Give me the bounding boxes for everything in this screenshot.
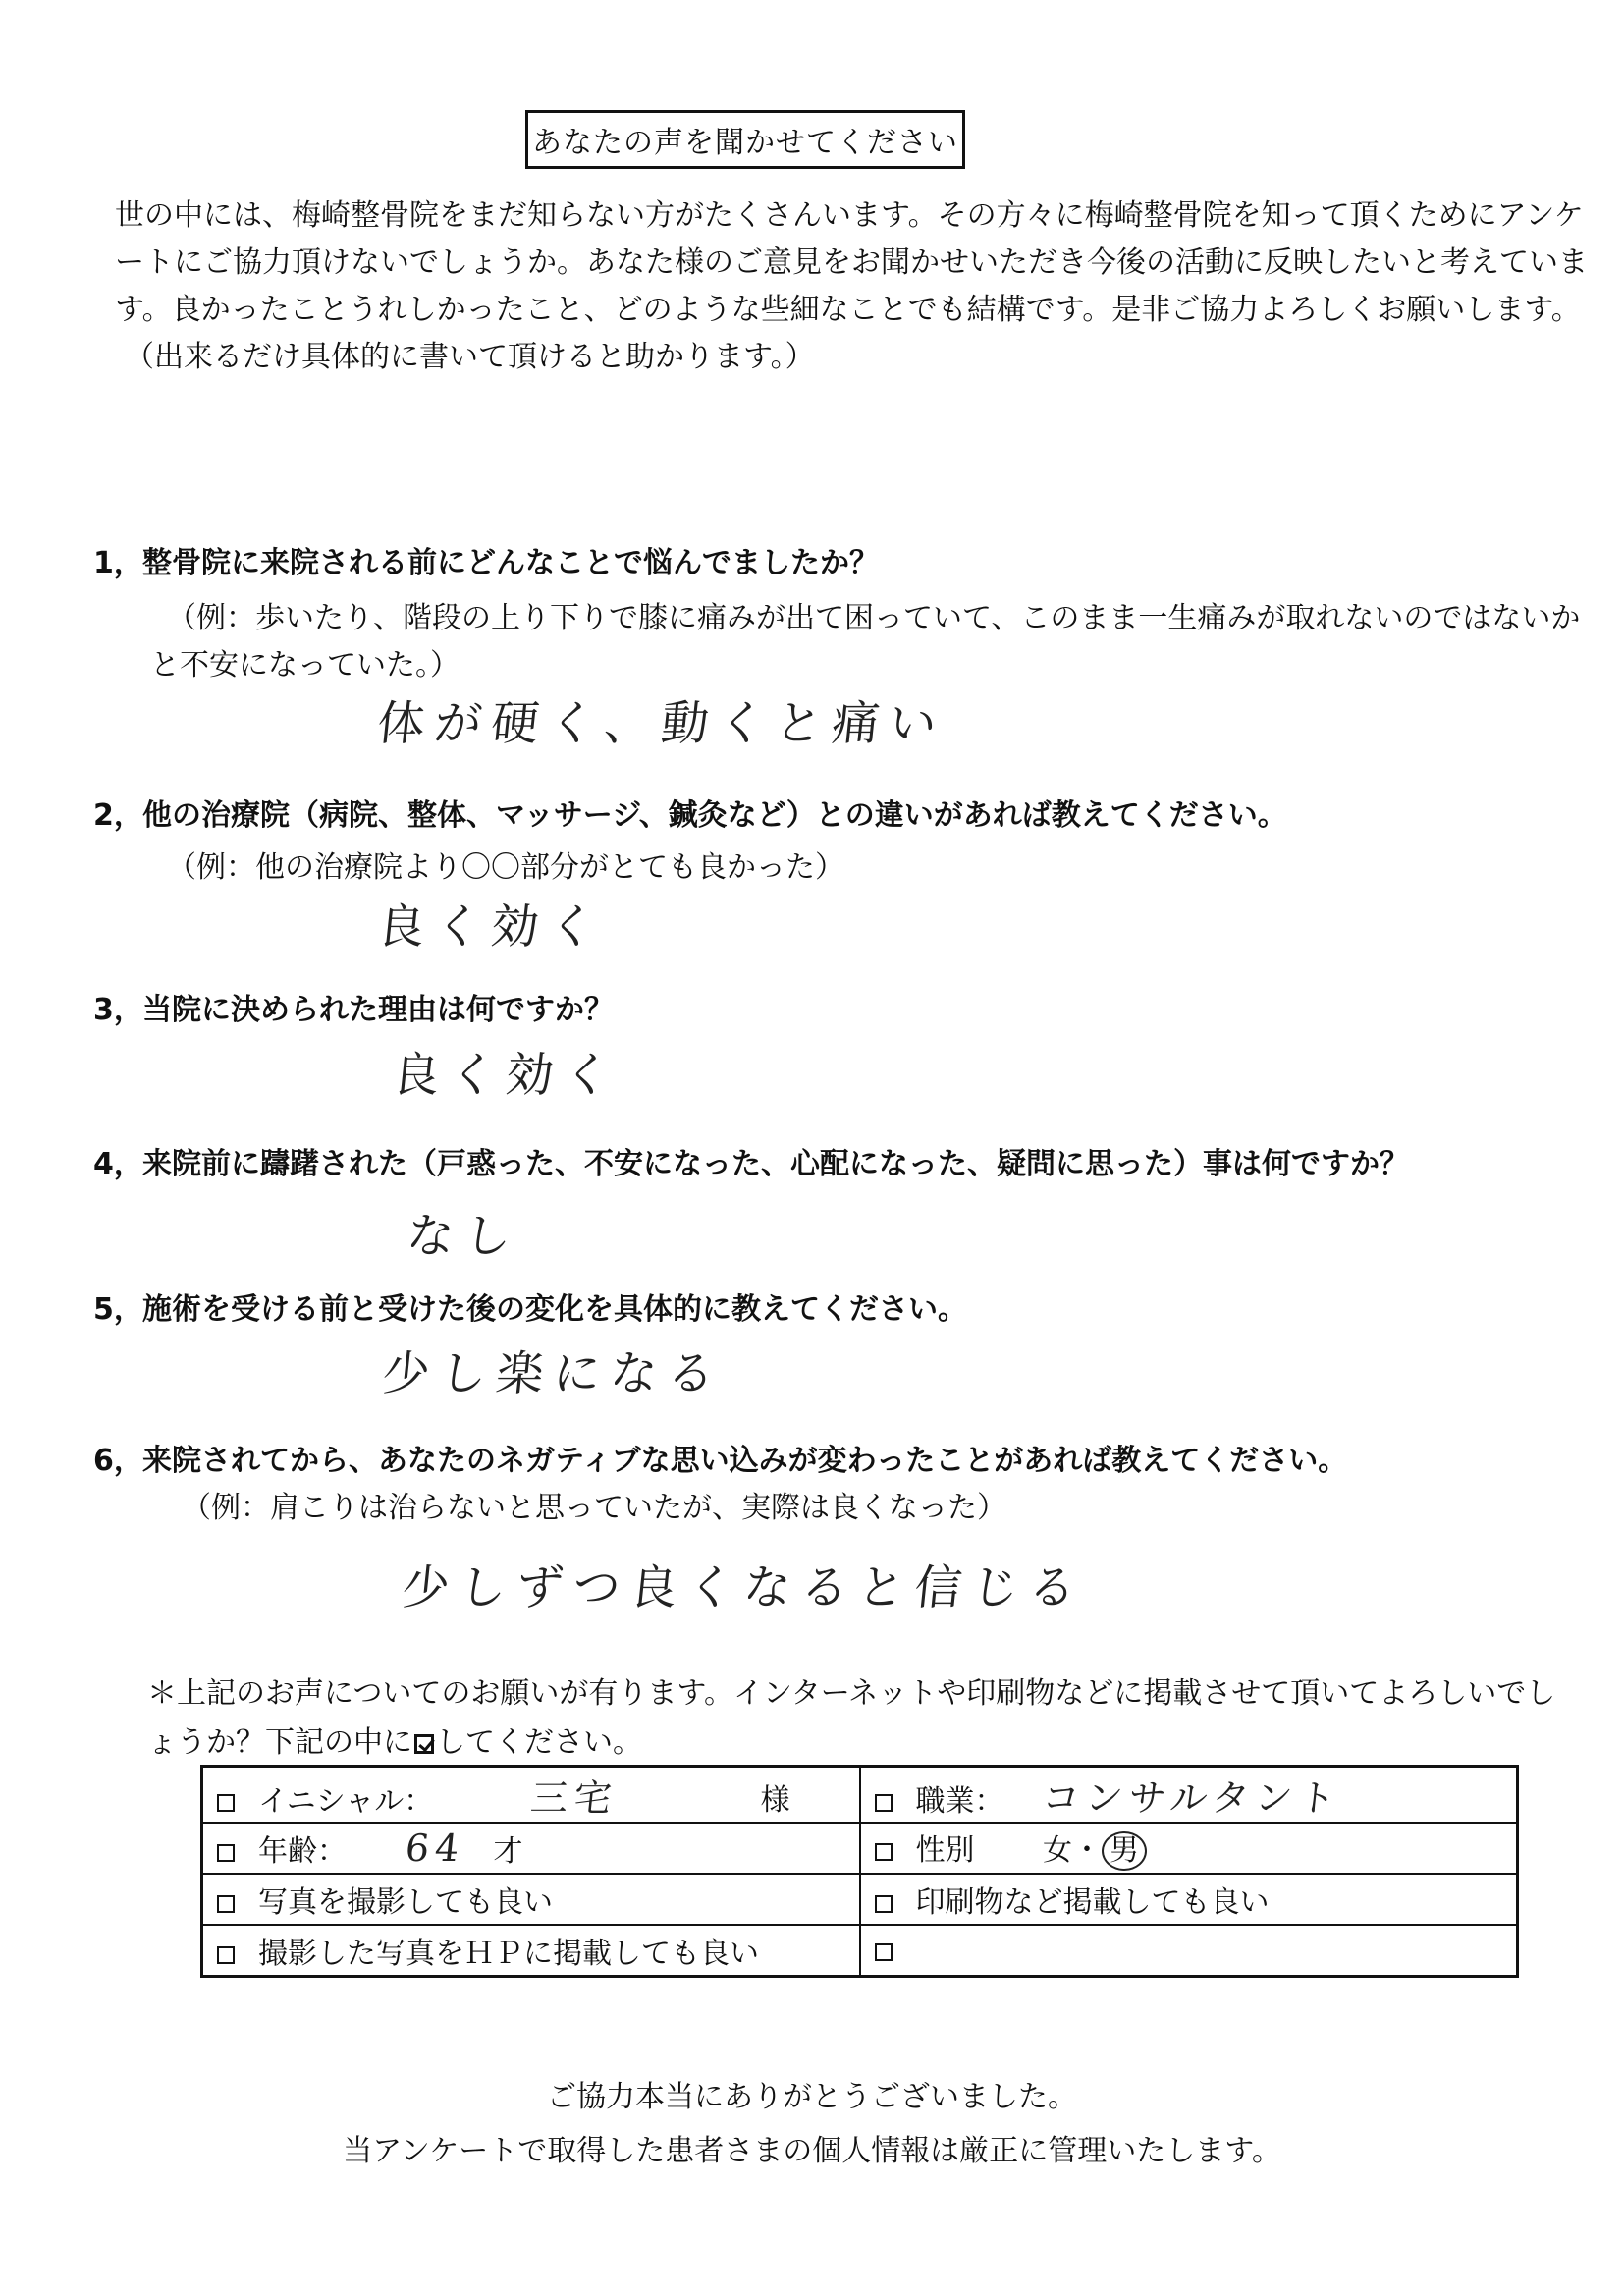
- intro-line: ートにご協力頂けないでしょうか。あなた様のご意見をお聞かせいただき今後の活動に反映したいと考えていま: [115, 246, 1588, 280]
- question-1-example: と不安になっていた。）: [150, 648, 460, 683]
- question-1: [93, 538, 879, 581]
- question-number: 1，: [93, 546, 143, 580]
- intro-line: （出来るだけ具体的に書いて頂けると助かります。）: [125, 340, 815, 374]
- photo-cell: [202, 1874, 860, 1925]
- question-5: [93, 1285, 967, 1328]
- question-text: 来院されてから、あなたのネガティブな思い込みが変わったことがあれば教えてください。: [142, 1444, 1348, 1478]
- print-cell: [860, 1874, 1518, 1925]
- age-cell: [202, 1823, 860, 1874]
- gender-female-option[interactable]: 女: [1043, 1833, 1073, 1868]
- job-value[interactable]: コンサルタント: [1040, 1777, 1344, 1820]
- photo-ok-label: 写真を撮影しても良い: [258, 1886, 553, 1920]
- gender-male-option[interactable]: 男: [1102, 1831, 1147, 1871]
- question-text: 当院に決められた理由は何ですか？: [142, 993, 614, 1027]
- checkbox-age[interactable]: [217, 1844, 235, 1862]
- checkbox-job[interactable]: [875, 1794, 893, 1812]
- job-label: 職業：: [915, 1784, 1004, 1819]
- initial-suffix: 様: [760, 1783, 790, 1818]
- question-text: 整骨院に来院される前にどんなことで悩んでましたか？: [142, 546, 879, 580]
- note-line: [147, 1719, 1532, 1768]
- answer-2-field[interactable]: 良く効く: [374, 900, 609, 955]
- answer-3-field[interactable]: 良く効く: [389, 1048, 623, 1103]
- initial-label: イニシャル：: [258, 1784, 434, 1819]
- checkbox-gender[interactable]: [875, 1843, 893, 1861]
- checkbox-photo[interactable]: [217, 1895, 235, 1913]
- question-number: 4，: [93, 1147, 143, 1181]
- checkbox-print[interactable]: [875, 1895, 893, 1913]
- print-ok-label: 印刷物など掲載しても良い: [915, 1886, 1270, 1920]
- answer-1-field[interactable]: 体が硬く、動くと痛い: [374, 696, 949, 751]
- question-text: 施術を受ける前と受けた後の変化を具体的に教えてください。: [142, 1292, 967, 1327]
- hp-cell: [202, 1925, 860, 1977]
- answer-6-field[interactable]: 少しずつ良くなると信じる: [399, 1560, 1089, 1615]
- note-line: ＊上記のお声についてのお願いが有ります。インターネットや印刷物などに掲載させて頂いてよろしいでし: [147, 1676, 1556, 1711]
- privacy-text: 当アンケートで取得した患者さまの個人情報は厳正に管理いたします。: [343, 2134, 1281, 2168]
- question-3: [93, 985, 614, 1028]
- note-text: ょうか？下記の中に: [147, 1725, 412, 1760]
- question-number: 5，: [93, 1292, 143, 1327]
- job-cell: [860, 1767, 1518, 1824]
- question-number: 6，: [93, 1444, 143, 1478]
- checkbox-other[interactable]: [875, 1943, 893, 1961]
- intro-text: [115, 192, 1588, 381]
- question-6-example: （例：肩こりは治らないと思っていたが、実際は良くなった）: [182, 1491, 1006, 1525]
- age-value[interactable]: 64: [403, 1827, 467, 1870]
- consent-note: [147, 1669, 1556, 1768]
- initial-value[interactable]: 三宅: [528, 1777, 620, 1820]
- intro-line: す。良かったことうれしかったこと、どのような些細なことでも結構です。是非ご協力よろしくお願いします。: [115, 293, 1581, 327]
- question-2: [93, 791, 1287, 834]
- question-number: 2，: [93, 798, 143, 833]
- gender-cell: [860, 1823, 1518, 1874]
- initial-cell: [202, 1767, 860, 1824]
- checkmark-icon: [414, 1734, 434, 1754]
- question-2-example: （例：他の治療院より〇〇部分がとても良かった）: [167, 850, 844, 885]
- hp-ok-label: 撮影した写真をＨＰに掲載しても良い: [258, 1937, 759, 1971]
- gender-label: 性別: [915, 1833, 975, 1868]
- question-4: [93, 1139, 1409, 1182]
- question-1-example: （例：歩いたり、階段の上り下りで膝に痛みが出て困っていて、このまま一生痛みが取れないのではないか: [167, 601, 1581, 635]
- checkbox-initial[interactable]: [217, 1794, 235, 1812]
- page-title: あなたの声を聞かせてください: [525, 110, 965, 169]
- answer-4-field[interactable]: なし: [404, 1209, 524, 1264]
- age-label: 年齢：: [258, 1834, 347, 1869]
- age-suffix: 才: [493, 1834, 523, 1869]
- answer-5-field[interactable]: 少し楽になる: [379, 1346, 728, 1401]
- consent-form-table: [200, 1765, 1519, 1978]
- thanks-text: ご協力本当にありがとうございました。: [547, 2080, 1077, 2114]
- question-text: 他の治療院（病院、整体、マッサージ、鍼灸など）との違いがあれば教えてください。: [142, 798, 1287, 833]
- question-number: 3，: [93, 993, 143, 1027]
- question-text: 来院前に躊躇された（戸惑った、不安になった、心配になった、疑問に思った）事は何ですか？: [142, 1147, 1409, 1181]
- question-6: [93, 1436, 1347, 1479]
- checkbox-hp[interactable]: [217, 1946, 235, 1964]
- empty-cell: [860, 1925, 1518, 1977]
- note-text: してください。: [436, 1725, 642, 1760]
- intro-line: 世の中には、梅崎整骨院をまだ知らない方がたくさんいます。その方々に梅崎整骨院を知って頂くためにアンケ: [115, 198, 1584, 233]
- gender-separator: ・: [1072, 1833, 1103, 1868]
